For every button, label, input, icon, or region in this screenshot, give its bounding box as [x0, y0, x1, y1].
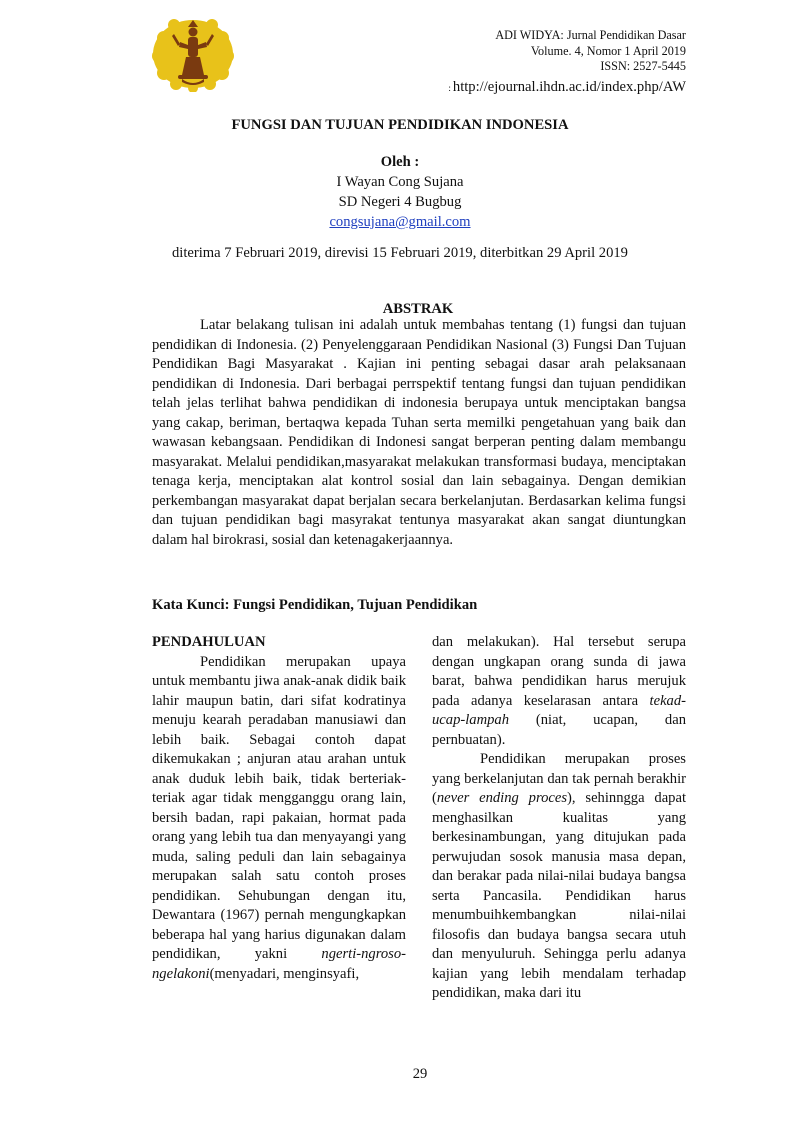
- abstract-heading: ABSTRAK: [382, 301, 454, 317]
- author-block: [0, 152, 800, 232]
- journal-issn: ISSN: 2527-5445: [600, 59, 686, 73]
- javanese-term: ngerti-ngroso-ngelakoni: [152, 946, 406, 982]
- abstract-text: Latar belakang tulisan ini adalah untuk membahas tentang (1) fungsi dan tujuan pendidikan di Indonesia. (2) Penyelenggaraan Pendidikan Nasional (3) Fungsi Dan Tujuan Pendidikan Bagi Masyarakat . Kajian ini penting sebagai dasar arah pelaksanaan pendidikan di Indonesia. Dari berbagai perrspektif tentang fungsi dan tujuan pendidikan telah jelas terlihat bahwa pendidikan di indonesia berupaya untuk menciptakan bangsa yang cakap, beriman, bertaqwa kepada Tuhan serta memilki pengetahuan yang baik dan wawasan kebangsaan. Pendidikan di Indonesi sangat berperan penting dalam membangu masyarakat. Melalui pendidikan,masyarakat melakukan transformasi budaya, menciptakan tenaga kerja, menciptakan alat kontrol sosial dan lain sebagainya. Dengan demikian perkembangan masyarakat dapat berjalan secara berkelanjutan. Berdasarkan kelima fungsi dan tujuan pendidikan bagi masyrakat tentunya masyarakat akan sangat diuntungkan dalam hal birokrasi, sosial dan ketenagakerjaannya.: [152, 317, 686, 548]
- journal-header: [495, 28, 686, 75]
- intro-paragraph-1-cont: dan melakukan). Hal tersebut serupa dengan ungkapan orang sunda di jawa barat, bahwa pendidikan harus merujuk pada adanya keselarasan antara tekad-ucap-lampah (niat, ucapan, dan pernbuatan).: [432, 634, 687, 748]
- by-label: Oleh :: [380, 154, 420, 170]
- deity-emblem-icon: [150, 12, 236, 92]
- journal-name: ADI WIDYA: Jurnal Pendidikan Dasar: [495, 28, 686, 42]
- english-term: never ending proces: [436, 790, 568, 806]
- column-right: [432, 633, 686, 1004]
- intro-paragraph-2: Pendidikan merupakan proses yang berkelanjutan dan tak pernah berakhir (never ending proces), sehinngga dapat menghasilkan kualitas yang berkesinambungan, yang ditujukan pada perwujudan sosok manusia masa depan, dan berakar pada nilai-nilai budaya bangsa serta Pancasila. Pendidikan harus menumbuihkembangkan nilai-nilai filosofis dan budaya bangsa secara utuh dan menyuluruh. Sehingga perlu adanya kajian yang lebih mendalam terhadap pendidikan, maka dari itu: [432, 751, 686, 1001]
- page-number: 29: [412, 1066, 428, 1082]
- publication-dates: diterima 7 Februari 2019, direvisi 15 Februari 2019, diterbitkan 29 April 2019: [172, 245, 628, 261]
- keywords: Kata Kunci: Fungsi Pendidikan, Tujuan Pendidikan: [152, 597, 478, 613]
- column-left: [152, 633, 406, 984]
- sundanese-term: tekad-ucap-lampah: [432, 692, 686, 728]
- url-prefix: :: [448, 83, 451, 93]
- author-name: I Wayan Cong Sujana: [336, 174, 464, 190]
- journal-url-line: [448, 79, 686, 96]
- paper-title: FUNGSI DAN TUJUAN PENDIDIKAN INDONESIA: [231, 117, 569, 133]
- intro-paragraph-1: Pendidikan merupakan upaya untuk membantu jiwa anak-anak didik baik lahir maupun batin, dari sifat kodratinya menuju kearah peradaban manusiawi dan lebih baik. Sebagai contoh dapat dikemukakan ; anjuran atau arahan untuk anak duduk lebih baik, tidak berteriak-teriak agar tidak mengganggu orang lain, bersih badan, rapi pakaian, hormat pada orang yang lebih tua dan menyayangi yang muda, saling peduli dan lain sebagainya merupakan salah satu contoh proses pendidikan. Sehubungan dengan itu, Dewantara (1967) pernah mengungkapkan beberapa hal yang harius digunakan dalam pendidikan, yakni ngerti-ngroso-ngelakoni(menyadari, menginsyafi,: [152, 653, 406, 982]
- author-affiliation: SD Negeri 4 Bugbug: [338, 194, 462, 210]
- journal-url[interactable]: http://ejournal.ihdn.ac.id/index.php/AW: [452, 79, 686, 95]
- journal-volume: Volume. 4, Nomor 1 April 2019: [530, 43, 686, 58]
- author-email-link[interactable]: congsujana@gmail.com: [329, 214, 471, 230]
- section-heading: PENDAHULUAN: [152, 634, 266, 650]
